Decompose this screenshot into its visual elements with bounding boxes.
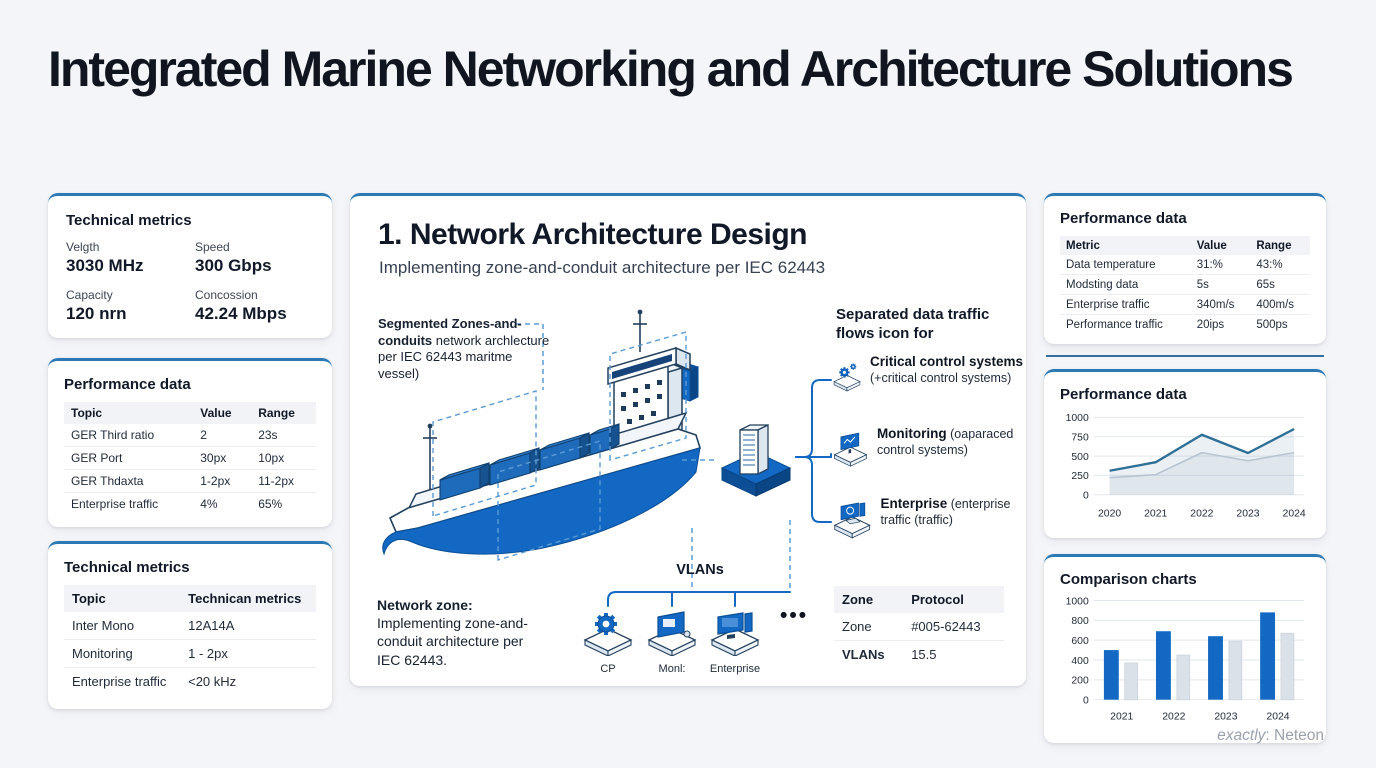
vlan-label: Enterprise [709,663,761,675]
card-title: Performance data [1060,210,1187,227]
section-subtitle: Implementing zone-and-conduit architecture per IEC 62443 [379,258,826,277]
vlan-item-cp [576,608,640,675]
table-row [64,640,316,668]
svg-text:0: 0 [1082,695,1089,707]
table-row [1060,255,1310,275]
performance-data-card-right [1044,193,1326,344]
table-cell: <20 kHz [188,674,237,689]
table-cell: Zone [834,613,903,641]
flow-desc: (enterprise traffic (traffic) [880,497,1011,527]
table-row [64,470,316,493]
card-title: Performance data [1060,386,1187,403]
svg-text:2023: 2023 [1236,508,1260,520]
table-cell: 12A14A [180,612,316,640]
performance-data-card [48,358,332,527]
table-cell: 1 - 2px [180,640,316,668]
table-cell: 11-2px [251,470,316,493]
table-row [834,613,1004,641]
stat-label: Velgth [66,240,100,254]
card-title: Performance data [64,376,191,393]
stat-label: Capacity [66,288,113,302]
vlan-label: CP [600,663,616,675]
annotation-rest: network archlecture per IEC 62443 maritme vessel) [378,332,550,381]
server-icon [716,412,796,504]
column-header: Technican metrics [180,585,316,612]
svg-text:500: 500 [1071,451,1089,463]
column-header: Value [193,402,251,424]
table-cell: Performance traffic [1066,318,1163,331]
table-cell: Data temperature [1060,255,1191,275]
svg-text:250: 250 [1071,471,1089,483]
table-cell: GER Third ratio [64,424,193,447]
left-column [48,193,332,709]
table-cell: VLANs [842,647,885,662]
footer-exactly: exactly [1217,727,1266,744]
table-cell: 20ips [1196,318,1225,331]
table-cell: 10px [251,447,316,470]
network-architecture-card [350,193,1026,686]
performance-line-chart-card [1044,369,1326,538]
svg-text:0: 0 [1082,490,1089,502]
flow-label [880,490,1024,529]
flow-desc: (+critical control systems) [869,370,1012,385]
svg-text:2024: 2024 [1266,711,1290,723]
table-cell: 23s [251,424,316,447]
vlan-item-enterprise [703,608,767,675]
table-cell: 400m/s [1250,295,1310,315]
svg-text:1000: 1000 [1065,413,1089,425]
table-cell: GER Thdaxta [64,470,193,493]
flow-item-monitoring [832,420,1024,478]
table-cell: 65% [258,497,283,511]
flow-name: Monitoring [876,426,947,441]
vlan-label: Monl: [658,663,686,675]
annotation-bold: Segmented Zones-and-conduits [378,316,522,348]
table-cell: 500ps [1256,318,1288,331]
gear-platform-icon [582,608,634,656]
panel-platform-icon [646,608,698,656]
svg-text:2022: 2022 [1190,508,1214,520]
note-bold: Network zone: [377,597,473,613]
table-row [64,424,316,447]
table-cell: Enterprise traffic [1060,295,1191,315]
flow-item-critical [832,348,1024,406]
network-zone-note [377,596,539,669]
svg-text:800: 800 [1071,616,1089,628]
table-cell: 30px [193,447,251,470]
gears-platform-icon [832,348,862,406]
table-cell: Monitoring [64,640,180,668]
column-header: Topic [64,402,193,424]
laptop-platform-icon [832,490,872,548]
table-cell: Enterprise traffic [72,674,167,689]
stat-label: Speed [195,240,230,254]
column-header: Value [1191,236,1251,255]
svg-text:1000: 1000 [1065,596,1089,608]
technical-metrics-table [64,585,316,695]
column-header: Metric [1060,236,1191,255]
stat [195,288,314,324]
card-title: Technical metrics [64,559,190,576]
table-cell: Modsting data [1060,275,1191,295]
table-row [834,641,1004,669]
svg-text:200: 200 [1071,675,1089,687]
table-cell: Enterprise traffic [71,497,159,511]
section-title: 1. Network Architecture Design [378,218,808,251]
svg-text:400: 400 [1071,655,1089,667]
performance-table [64,402,316,515]
monitor-platform-icon [832,420,869,478]
stat-label: Concossion [195,288,258,302]
table-row [64,493,316,516]
svg-text:2021: 2021 [1144,508,1168,520]
table-cell: GER Port [64,447,193,470]
table-row [1060,275,1310,295]
table-cell: 2 [193,424,251,447]
card-title: Technical metrics [66,212,192,229]
stat [66,240,185,276]
accent-divider [1046,355,1324,357]
table-row [1060,315,1310,335]
table-cell: 65s [1250,275,1310,295]
workstation-platform-icon [709,608,761,656]
technical-metrics-card [48,193,332,338]
flow-item-enterprise [832,490,1024,548]
zone-protocol-table-wrap [834,586,1004,668]
svg-text:2023: 2023 [1214,711,1238,723]
table-cell: 15.5 [911,647,937,662]
brand-footer [1217,727,1324,745]
stat [195,240,314,276]
column-header: Range [251,402,316,424]
comparison-bar-chart-card [1044,554,1326,743]
flow-name: Critical control systems [869,354,1024,369]
note-rest: Implementing zone-and-conduit architecture per IEC 62443. [377,615,528,668]
page-title: Integrated Marine Networking and Architecture Solutions [48,41,1292,97]
flow-name: Enterprise [880,496,948,511]
table-cell: 1-2px [193,470,251,493]
performance-line-chart [1060,407,1310,525]
svg-text:2021: 2021 [1110,711,1134,723]
table-cell: #005-62443 [903,613,1004,641]
svg-text:2024: 2024 [1282,508,1306,520]
svg-text:600: 600 [1071,635,1089,647]
performance-metrics-table [1060,236,1310,334]
table-cell: Inter Mono [64,612,180,640]
svg-text:2020: 2020 [1098,508,1122,520]
card-title: Comparison charts [1060,571,1197,588]
ellipsis-dots: ••• [780,604,809,627]
table-row [64,612,316,640]
table-cell: 5s [1191,275,1251,295]
flow-desc: (oaparaced control systems) [876,427,1014,457]
right-column [1044,193,1326,743]
table-cell: 4% [200,497,218,511]
table-cell: 340m/s [1191,295,1251,315]
table-row [1060,295,1310,315]
stat [66,288,185,324]
vlan-item-monl [640,608,704,675]
svg-text:2022: 2022 [1162,711,1186,723]
flow-label [877,420,1024,459]
table-row [64,668,316,696]
ship-annotation [378,316,556,383]
stat-value: 42.24 Mbps [195,304,287,323]
technical-metrics-table-card [48,541,332,709]
vlans-title: VLANs [676,562,724,578]
column-header: Topic [64,585,180,612]
table-row [64,447,316,470]
svg-text:750: 750 [1071,432,1089,444]
table-cell: 31:% [1191,255,1251,275]
footer-brand: : Neteon [1265,727,1324,744]
zone-protocol-table [834,586,1004,668]
stats-grid [66,240,314,324]
table-cell: 43:% [1250,255,1310,275]
stat-value: 300 Gbps [195,256,272,275]
stat-value: 120 nrn [66,304,127,323]
column-header: Range [1250,236,1310,255]
comparison-bar-chart [1060,592,1310,730]
flows-title: Separated data traffic flows icon for [836,306,990,342]
column-header: Protocol [903,586,1004,613]
stat-value: 3030 MHz [66,256,144,275]
flow-label [870,348,1024,387]
column-header: Zone [834,586,903,613]
